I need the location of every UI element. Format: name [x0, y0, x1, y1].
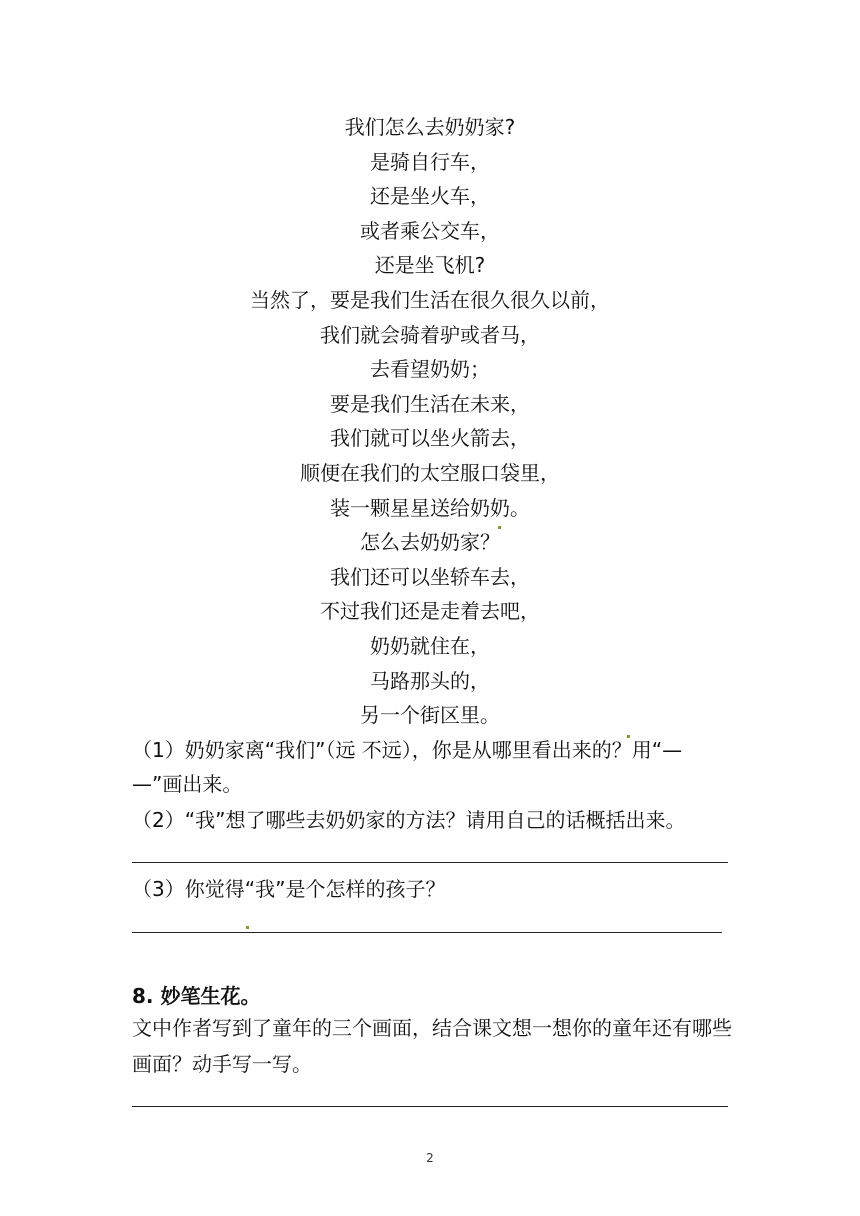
poem-line: 我们就可以坐火箭去， [330, 426, 530, 451]
poem-line: 还是坐火车， [370, 184, 490, 209]
section-8-title: 8. 妙笔生花。 [132, 984, 261, 1008]
poem-line: 另一个街区里。 [360, 703, 500, 728]
ink-speck [498, 526, 501, 529]
poem-line: 我们还可以坐轿车去， [330, 564, 530, 589]
question-3: （3）你觉得“我”是个怎样的孩子？ [132, 877, 446, 901]
poem-line: 是骑自行车， [370, 149, 490, 174]
poem-line: 要是我们生活在未来， [330, 391, 530, 416]
poem-line: 奶奶就住在， [370, 633, 490, 658]
poem-line: 还是坐飞机? [374, 253, 486, 278]
poem-line: 或者乘公交车， [360, 218, 500, 243]
poem-line: 去看望奶奶； [370, 357, 490, 382]
poem-line: 我们怎么去奶奶家? [344, 115, 516, 139]
poem-line: 当然了，要是我们生活在很久很久以前， [250, 287, 610, 312]
poem [0, 110, 860, 733]
question-1-line-1: （1）奶奶家离“我们”（远 不远），你是从哪里看出来的？用“— [132, 738, 683, 762]
ink-speck [246, 926, 249, 929]
poem-line: 顺便在我们的太空服口袋里， [300, 460, 560, 485]
section-8-body: 文中作者写到了童年的三个画面，结合课文想一想你的童年还有哪些画面？动手写一写。 [132, 1016, 732, 1076]
poem-line: 装一颗星星送给奶奶。 [330, 495, 530, 520]
answer-line[interactable] [132, 932, 722, 933]
page-number: 2 [426, 1151, 434, 1165]
poem-line: 我们就会骑着驴或者马， [320, 322, 540, 347]
poem-line: 怎么去奶奶家？ [360, 530, 500, 555]
poem-line: 不过我们还是走着去吧， [320, 599, 540, 624]
answer-line[interactable] [132, 1106, 728, 1107]
question-2: （2）“我”想了哪些去奶奶家的方法？请用自己的话概括出来。 [132, 808, 686, 832]
question-1-line-2: —”画出来。 [132, 772, 243, 796]
answer-line[interactable] [132, 862, 728, 863]
poem-line: 马路那头的， [370, 668, 490, 693]
